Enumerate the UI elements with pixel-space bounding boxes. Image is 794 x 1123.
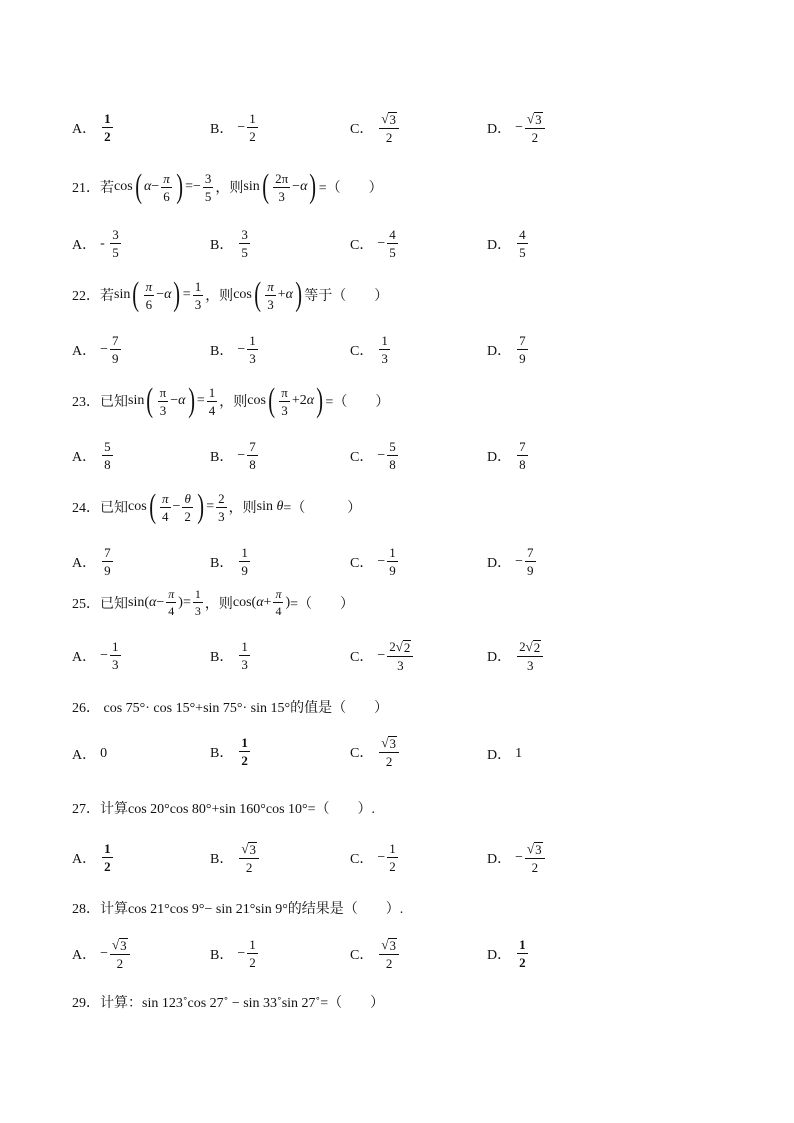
question-number: 21．若 [72, 181, 114, 196]
q24-option-b[interactable]: B． $\frac{1}{9}$ [210, 545, 248, 578]
q26-option-a[interactable]: A． 0 [72, 746, 108, 763]
q26-option-d[interactable]: D． 1 [487, 746, 523, 763]
q28-option-a[interactable]: A． − √ 3 2 [72, 938, 132, 970]
q23-option-d[interactable]: D． $\frac{7}{8}$ [487, 439, 526, 472]
question-29: 29． 计算：sin 123˚cos 27˚ − sin 33˚sin 27˚=（ ） [72, 996, 385, 1011]
q21-option-d[interactable]: D． $\frac{4}{5}$ [487, 227, 526, 260]
q24-option-a[interactable]: A． $\frac{7}{9}$ [72, 545, 111, 578]
q28-option-c[interactable]: C． √ 3 2 [350, 938, 401, 970]
question-25: 25．已知 sin( α − $\frac{\pi}{4}$ ) = $\frac{1}{3}$ ，则 cos( α + $\frac{\pi}{4}$ ) =（ ） [72, 587, 355, 618]
q21-option-c[interactable]: C． − $\frac{4}{5}$ [350, 227, 396, 260]
q26-option-c[interactable]: C． √ 3 2 [350, 736, 401, 768]
q25-option-d[interactable]: D． 2 √ 2 3 [487, 640, 545, 672]
q26-option-b[interactable]: B． $\frac{1}{2}$ [210, 735, 248, 768]
q22-option-b[interactable]: B． − $\frac{1}{3}$ [210, 333, 256, 366]
q20-option-a[interactable] [72, 112, 115, 143]
q20-option-b[interactable]: B． − $\frac{1}{2}$ [210, 111, 256, 144]
q27-option-c[interactable]: C． − $\frac{1}{2}$ [350, 841, 396, 874]
q21-option-a[interactable]: A． - $\frac{3}{5}$ [72, 227, 119, 260]
q23-option-a[interactable]: A． $\frac{5}{8}$ [72, 439, 111, 472]
q23-option-b[interactable]: B． − $\frac{7}{8}$ [210, 439, 256, 472]
q22-option-d[interactable]: D． $\frac{7}{9}$ [487, 333, 526, 366]
question-24: 24．已知 cos ( $\frac{\pi}{4}$ − $\frac{\theta}{2}$ ) = $\frac{2}{3}$ ，则 sin θ =（ ） [72, 488, 362, 525]
question-28: 28． 计算cos 21°cos 9°− sin 21°sin 9°的结果是（ ）. [72, 902, 404, 917]
q27-option-a[interactable]: A． $\frac{1}{2}$ [72, 841, 111, 874]
q25-option-a[interactable]: A． − $\frac{1}{3}$ [72, 639, 119, 672]
q28-option-b[interactable]: B． − $\frac{1}{2}$ [210, 937, 256, 970]
q25-option-c[interactable]: C． − 2 √ 2 3 [350, 640, 415, 672]
question-26: 26． cos 75°· cos 15°+sin 75°· sin 15°的值是（ ） [72, 701, 389, 716]
question-22: 22．若 sin ( $\frac{\pi}{6}$ − α ) = $\frac{1}{3}$ ，则 cos ( $\frac{\pi}{3}$ + α ) 等于（ ） [72, 276, 389, 313]
q27-option-b[interactable]: B． √ 3 2 [210, 842, 261, 874]
q25-option-b[interactable]: B． $\frac{1}{3}$ [210, 639, 248, 672]
option-label: A． [72, 121, 97, 137]
q28-option-d[interactable]: D． $\frac{1}{2}$ [487, 937, 526, 970]
q24-option-d[interactable]: D． − $\frac{7}{9}$ [487, 545, 534, 578]
q23-option-c[interactable]: C． − $\frac{5}{8}$ [350, 439, 396, 472]
question-21: 21．若 cos ( α − $\frac{\pi}{6}$ ) =− $\frac{3}{5}$ ，则 sin ( $\frac{2\pi}{3}$ − α ) =（ ） [72, 168, 383, 205]
q27-option-d[interactable]: D． − √ 3 2 [487, 842, 547, 874]
q22-option-a[interactable]: A． − $\frac{7}{9}$ [72, 333, 119, 366]
q22-option-c[interactable]: C． $\frac{1}{3}$ [350, 333, 388, 366]
question-27: 27． 计算cos 20°cos 80°+sin 160°cos 10°=（ ）. [72, 802, 376, 817]
fraction: $\frac{1}{2}$ [104, 111, 111, 144]
q20-option-c[interactable]: C． √ 3 2 [350, 112, 401, 144]
q24-option-c[interactable]: C． − $\frac{1}{9}$ [350, 545, 396, 578]
q20-option-d[interactable]: D． − √ 3 2 [487, 112, 547, 144]
question-23: 23．已知 sin ( $\frac{\pi}{3}$ − α ) = $\frac{1}{4}$ ，则 cos ( $\frac{\pi}{3}$ +2 α ) =（ ） [72, 382, 390, 419]
q21-option-b[interactable]: B． $\frac{3}{5}$ [210, 227, 248, 260]
